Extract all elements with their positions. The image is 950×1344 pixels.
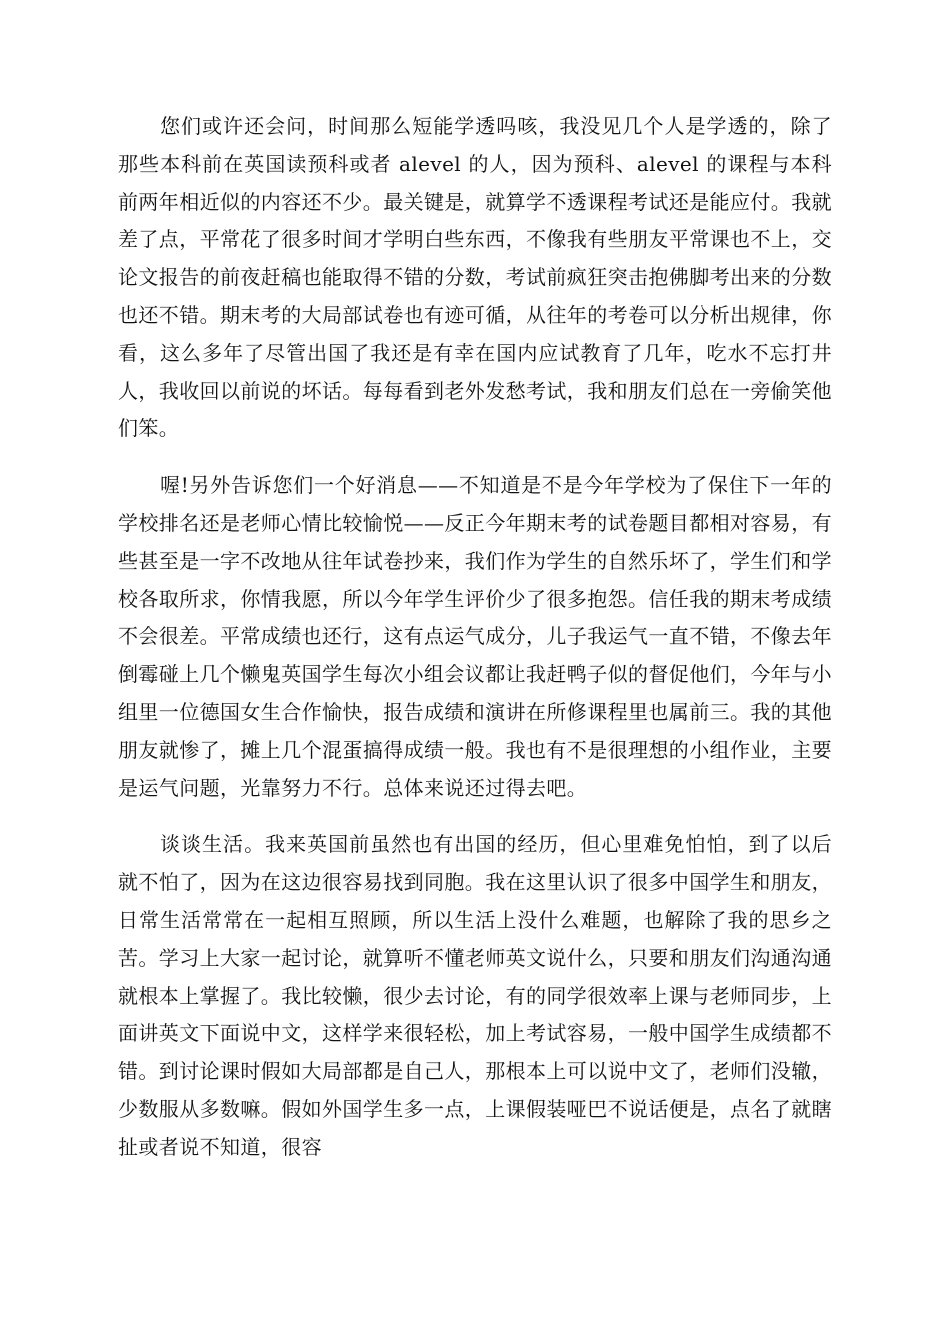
- paragraph-life-in-uk: 谈谈生活。我来英国前虽然也有出国的经历，但心里难免怕怕，到了以后就不怕了，因为在这边很容易找到同胞。我在这里认识了很多中国学生和朋友，日常生活常常在一起相互照顾，所以生活上没什么难题，也解除了我的思乡之苦。学习上大家一起讨论，就算听不懂老师英文说什么，只要和朋友们沟通沟通就根本上掌握了。我比较懒，很少去讨论，有的同学很效率上课与老师同步，上面讲英文下面说中文，这样学来很轻松，加上考试容易，一般中国学生成绩都不错。到讨论课时假如大局部都是自己人，那根本上可以说中文了，老师们没辙，少数服从多数嘛。假如外国学生多一点，上课假装哑巴不说话便是，点名了就瞎扯或者说不知道，很容: [118, 832, 832, 1159]
- document-page: [118, 108, 832, 1186]
- paragraph-study-exams: 您们或许还会问，时间那么短能学透吗咳，我没见几个人是学透的，除了那些本科前在英国读预科或者 alevel 的人，因为预科、alevel 的课程与本科前两年相近似的内容还不少。最关键是，就算学不透课程考试还是能应付。我就差了点，平常花了很多时间才学明白些东西，不像我有些朋友平常课也不上，交论文报告的前夜赶稿也能取得不错的分数，考试前疯狂突击抱佛脚考出来的分数也还不错。期末考的大局部试卷也有迹可循，从往年的考卷可以分析出规律，你看，这么多年了尽管出国了我还是有幸在国内应试教育了几年，吃水不忘打井人，我收回以前说的坏话。每每看到老外发愁考试，我和朋友们总在一旁偷笑他们笨。: [118, 114, 832, 441]
- paragraph-good-news-grades: 喔!另外告诉您们一个好消息——不知道是不是今年学校为了保住下一年的学校排名还是老师心情比较愉悦——反正今年期末考的试卷题目都相对容易，有些甚至是一字不改地从往年试卷抄来，我们作为学生的自然乐坏了，学生们和学校各取所求，你情我愿，所以今年学生评价少了很多抱怨。信任我的期末考成绩不会很差。平常成绩也还行，这有点运气成分，儿子我运气一直不错，不像去年倒霉碰上几个懒鬼英国学生每次小组会议都让我赶鸭子似的督促他们，今年与小组里一位德国女生合作愉快，报告成绩和演讲在所修课程里也属前三。我的其他朋友就惨了，摊上几个混蛋搞得成绩一般。我也有不是很理想的小组作业，主要是运气问题，光靠努力不行。总体来说还过得去吧。: [118, 473, 832, 800]
